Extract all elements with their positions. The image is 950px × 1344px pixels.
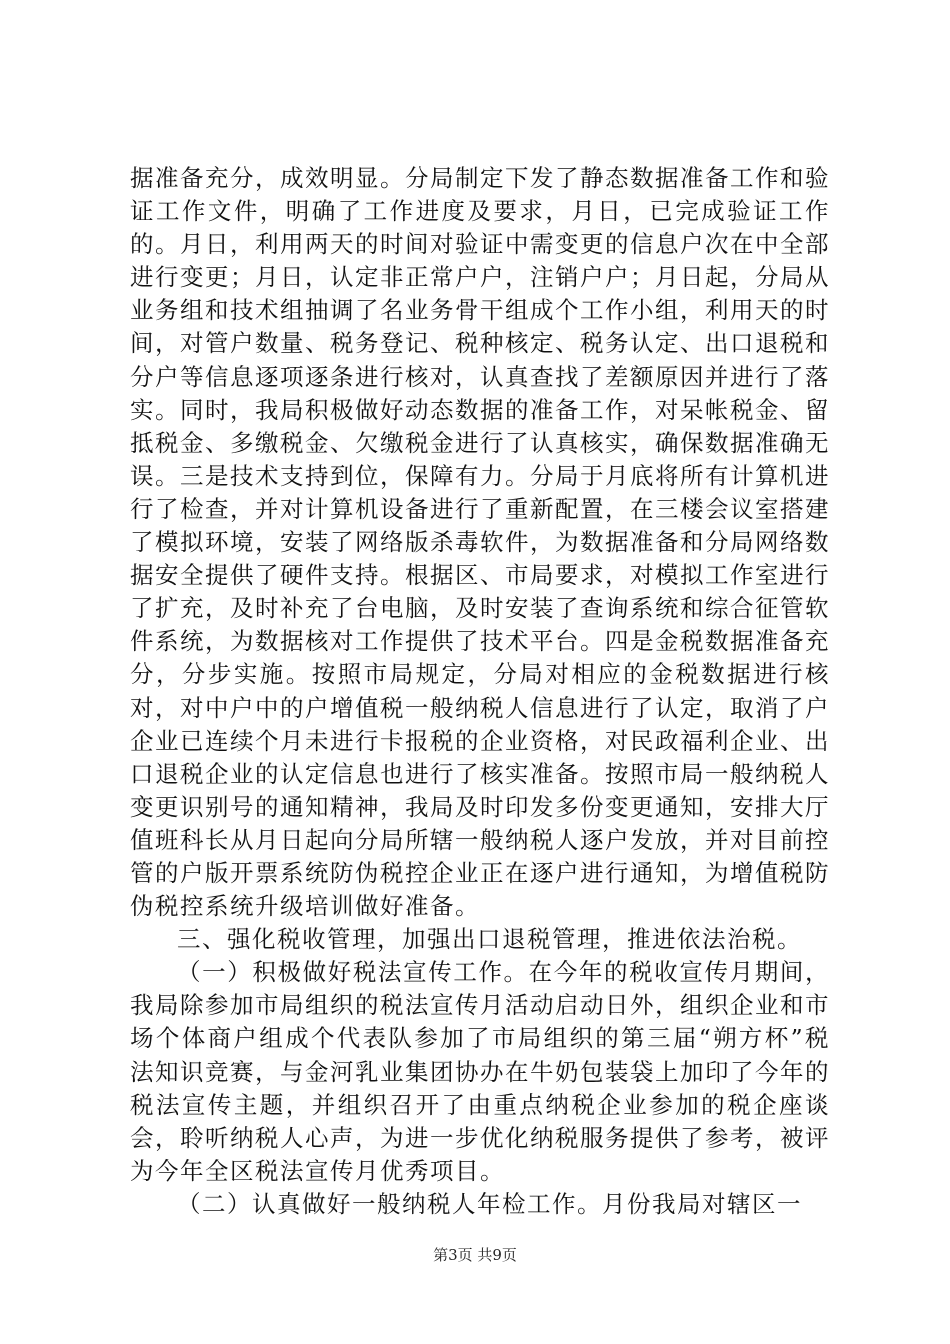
document-body [130,162,830,1221]
section-heading-tax-management: 三、强化税收管理，加强出口退税管理，推进依法治税。 [177,925,802,954]
paragraph-data-preparation: 据准备充分，成效明显。分局制定下发了静态数据准备工作和验证工作文件，明确了工作进度及要求，月日，已完成验证工作的。月日，利用两天的时间对验证中需变更的信息户次在中全部进行变更；月日，认定非正常户户，注销户户；月日起，分局从业务组和技术组抽调了名业务骨干组成个工作小组，利用天的时间，对管户数量、税务登记、税种核定、税务认定、出口退税和分户等信息逐项逐条进行核对，认真查找了差额原因并进行了落实。同时，我局积极做好动态数据的准备工作，对呆帐税金、留抵税金、多缴税金、欠缴税金进行了认真核实，确保数据准确无误。三是技术支持到位，保障有力。分局于月底将所有计算机进行了检查，并对计算机设备进行了重新配置，在三楼会议室搭建了模拟环境，安装了网络版杀毒软件，为数据准备和分局网络数据安全提供了硬件支持。根据区、市局要求，对模拟工作室进行了扩充，及时补充了台电脑，及时安装了查询系统和综合征管软件系统，为数据核对工作提供了技术平台。四是金税数据准备充分，分步实施。按照市局规定，分局对相应的金税数据进行核对，对中户中的户增值税一般纳税人信息进行了认定，取消了户企业已连续个月未进行卡报税的企业资格，对民政福利企业、出口退税企业的认定信息也进行了核实准备。按照市局一般纳税人变更识别号的通知精神，我局及时印发多份变更通知，安排大厅值班科长从月日起向分局所辖一般纳税人逐户发放，并对目前控管的户版开票系统防伪税控企业正在逐户进行通知，为增值税防伪税控系统升级培训做好准备。 [130,164,830,921]
paragraph-tax-law-publicity: （一）积极做好税法宣传工作。在今年的税收宣传月期间，我局除参加市局组织的税法宣传月活动启动日外，组织企业和市场个体商户组成个代表队参加了市局组织的第三届“朔方杯”税法知识竞赛，与金河乳业集团协办在牛奶包装袋上加印了今年的税法宣传主题，并组织召开了由重点纳税企业参加的税企座谈会，聆听纳税人心声，为进一步优化纳税服务提供了参考，被评为今年全区税法宣传月优秀项目。 [130,958,830,1185]
paragraph-annual-inspection: （二）认真做好一般纳税人年检工作。月份我局对辖区一 [177,1189,802,1218]
page-number-footer: 第3页 共9页 [433,1246,517,1264]
